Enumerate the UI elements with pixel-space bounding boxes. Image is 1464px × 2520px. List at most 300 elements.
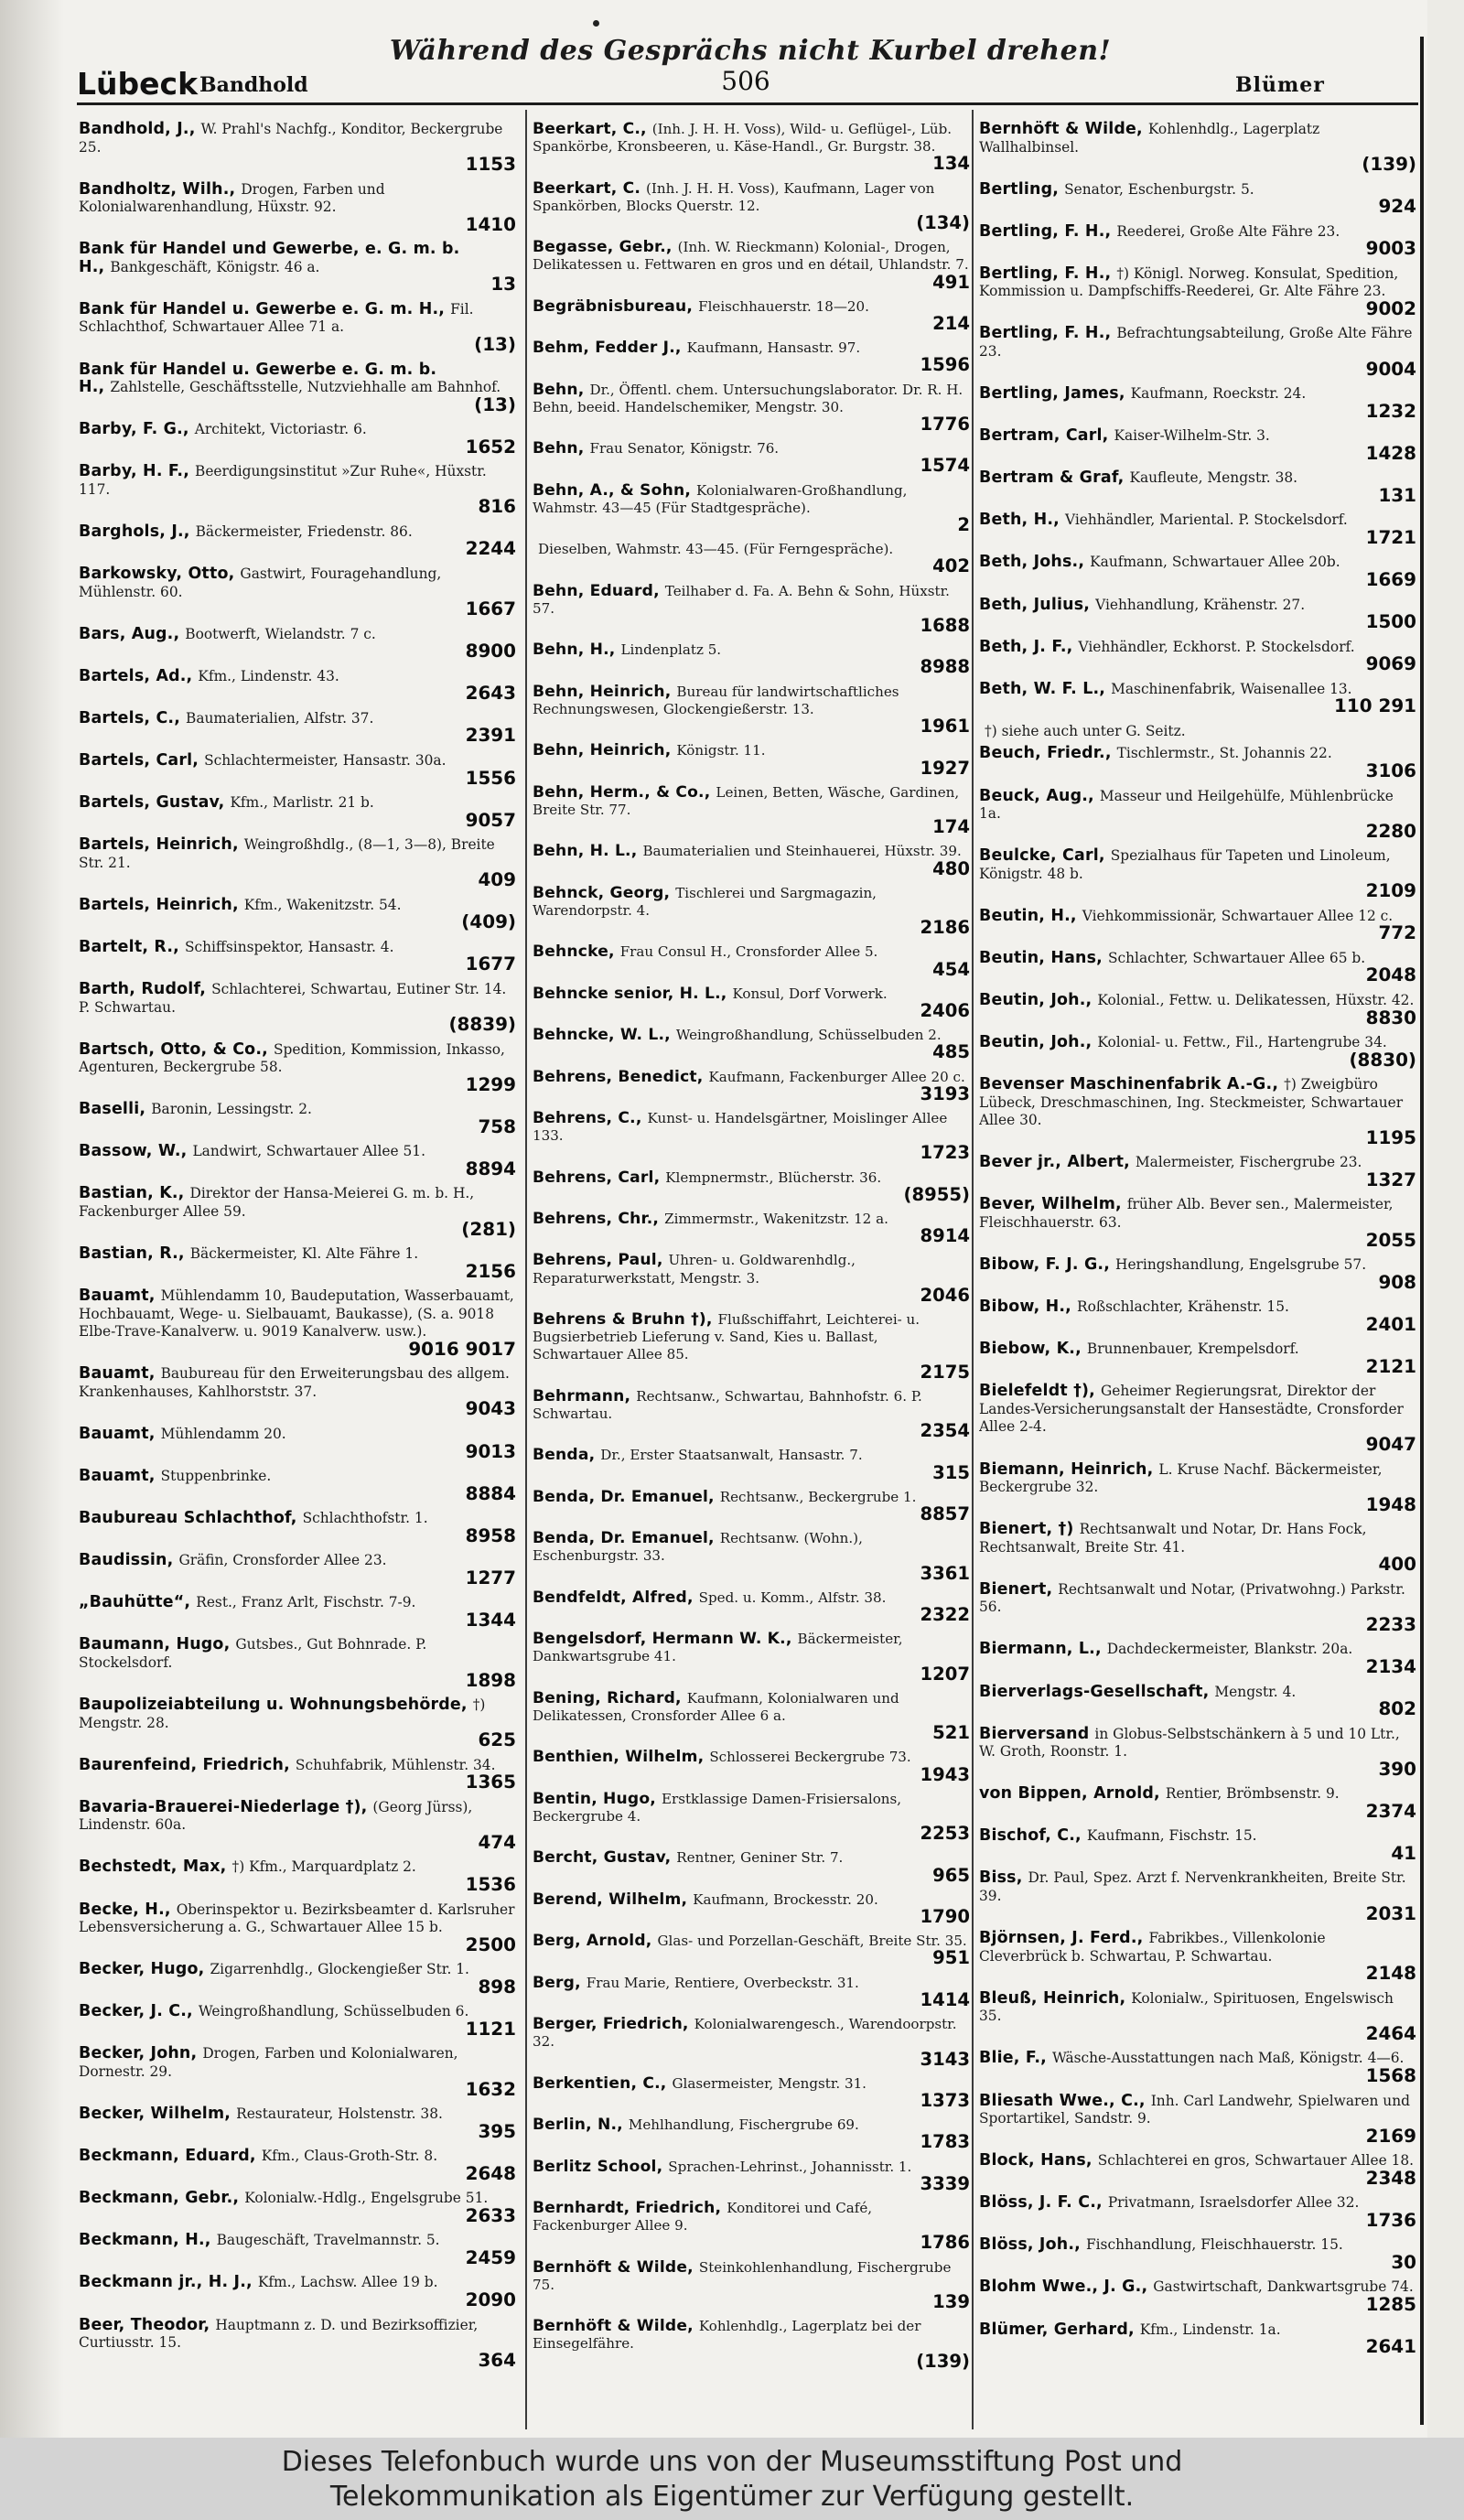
entry-name: Beerkart, C.	[533, 179, 641, 198]
phone-number: 41	[1391, 1842, 1416, 1864]
entry-details: Befrachtungsabteilung, Große Alte Fähre 23.	[979, 325, 1413, 361]
phone-number: (8955)	[903, 1183, 970, 1204]
phone-number: 1669	[1365, 569, 1416, 590]
entry-details: Dachdeckermeister, Blankstr. 20a.	[1106, 1641, 1353, 1658]
directory-entry	[979, 1581, 1418, 1635]
entry-name: Beerkart, C.,	[533, 121, 647, 138]
entry-details: Kolonialwarengesch., Warendoorpstr. 32.	[533, 2016, 957, 2051]
directory-entry	[979, 723, 1418, 739]
entry-details: Rechtsanwalt und Notar, (Privatwohng.) Parkstr. 56.	[979, 1580, 1405, 1616]
phone-number: 2046	[920, 1284, 970, 1305]
directory-entry	[979, 1990, 1418, 2044]
entry-name: Bernhardt, Friedrich,	[533, 2199, 722, 2217]
directory-entry	[79, 1799, 518, 1853]
entry-details: Viehhändler, Mariental. P. Stockelsdorf.	[1064, 512, 1348, 529]
phone-number: 521	[932, 1722, 970, 1743]
footer-line-1: Dieses Telefonbuch wurde uns von der Museumsstiftung Post und	[281, 2446, 1183, 2478]
phone-number: 454	[932, 958, 970, 979]
phone-number: 908	[1378, 1271, 1416, 1293]
phone-number: 1500	[1365, 611, 1416, 632]
entry-details: †) siehe auch unter G. Seitz.	[985, 722, 1186, 739]
entry-details: Schlachterei en gros, Schwartauer Allee 18.	[1097, 2152, 1415, 2170]
entry-name: Bevenser Maschinenfabrik A.-G.,	[979, 1076, 1279, 1094]
directory-entry	[79, 939, 518, 975]
directory-entry	[79, 2105, 518, 2141]
phone-number: 951	[932, 1947, 970, 1968]
entry-name: Bertram, Carl,	[979, 427, 1109, 446]
entry-details: Zigarrenhdlg., Glockengießer Str. 1.	[210, 1961, 469, 1978]
listing-column-3	[979, 121, 1418, 2436]
entry-details: Uhren- u. Goldwarenhdlg., Reparaturwerkstatt, Mengstr. 3.	[533, 1252, 856, 1287]
entry-details: †) Kfm., Marquardplatz 2.	[231, 1858, 416, 1876]
directory-entry	[533, 1110, 972, 1163]
phone-number: 2233	[1365, 1613, 1416, 1635]
directory-entry	[79, 1426, 518, 1461]
entry-details: Glasermeister, Mengstr. 31.	[672, 2074, 867, 2092]
phone-number: 2169	[1365, 2125, 1416, 2147]
phone-number: 2643	[465, 683, 516, 704]
directory-entry	[79, 2232, 518, 2267]
directory-entry	[979, 639, 1418, 674]
directory-entry	[533, 684, 972, 737]
entry-details: Reederei, Große Alte Fähre 23.	[1116, 222, 1340, 240]
entry-name: Beth, J. F.,	[979, 638, 1073, 656]
directory-entry	[79, 2148, 518, 2183]
entry-details: Rechtsanw., Beckergrube 1.	[719, 1488, 917, 1505]
entry-name: Becker, J. C.,	[79, 2003, 193, 2021]
phone-number: 2500	[465, 1933, 516, 1955]
entry-name: Bandhold, J.,	[79, 121, 196, 138]
phone-number: 8857	[920, 1503, 970, 1524]
entry-name: Bernhöft & Wilde,	[533, 2258, 694, 2277]
entry-name: Beulcke, Carl,	[979, 847, 1105, 866]
entry-details: Oberinspektor u. Bezirksbeamter d. Karlsruher Lebensversicherung a. G., Schwartauer Allee 15 b.	[79, 1901, 515, 1936]
entry-name: Behn, Heinrich,	[533, 683, 672, 701]
entry-details: Sprachen-Lehrinst., Johannisstr. 1.	[668, 2158, 912, 2175]
phone-number: 491	[932, 271, 970, 292]
entry-details: Bureau für landwirtschaftliches Rechnungswesen, Glockengießerstr. 13.	[533, 683, 899, 717]
entry-details: in Globus-Selbstschänkern à 5 und 10 Ltr., W. Groth, Roonstr. 1.	[979, 1725, 1400, 1761]
directory-entry	[79, 668, 518, 704]
entry-details: Baumaterialien, Alfstr. 37.	[186, 709, 374, 727]
entry-details: Stuppenbrinke.	[160, 1468, 272, 1485]
entry-name: Block, Hans,	[979, 2152, 1093, 2170]
phone-number: 2374	[1365, 1800, 1416, 1822]
entry-details: Schlachtermeister, Hansastr. 30a.	[204, 751, 447, 769]
entry-details: Fischhandlung, Fleischhauerstr. 15.	[1085, 2236, 1343, 2254]
entry-name: Bierverlags-Gesellschaft,	[979, 1683, 1210, 1701]
range-end-keyword: Blümer	[1235, 73, 1325, 97]
phone-number: 2186	[920, 917, 970, 938]
phone-number: 1121	[465, 2018, 516, 2040]
entry-details: Erstklassige Damen-Frisiersalons, Beckergrube 4.	[533, 1790, 902, 1825]
entry-name: Behn, H. L.,	[533, 843, 638, 861]
directory-entry	[533, 1252, 972, 1305]
entry-name: Bleuß, Heinrich,	[979, 1989, 1126, 2008]
entry-details: Beerdigungsinstitut »Zur Ruhe«, Hüxstr. 117.	[79, 463, 487, 498]
directory-entry	[79, 1287, 518, 1359]
entry-name: Behrens & Bruhn †),	[533, 1310, 713, 1329]
phone-number: 9013	[465, 1440, 516, 1462]
entry-name: Biermann, L.,	[979, 1641, 1102, 1659]
entry-details: Zimmermstr., Wakenitzstr. 12 a.	[664, 1210, 888, 1227]
entry-details: Fleischhauerstr. 18—20.	[698, 297, 869, 315]
range-start-keyword: Bandhold	[199, 73, 308, 97]
entry-name: Beutin, H.,	[979, 907, 1077, 925]
phone-number: 3106	[1365, 759, 1416, 781]
directory-entry	[533, 2200, 972, 2253]
entry-details: Gutsbes., Gut Bohnrade. P. Stockelsdorf.	[79, 1636, 427, 1672]
directory-entry	[533, 1530, 972, 1583]
phone-number: 1556	[465, 767, 516, 789]
entry-name: Behnck, Georg,	[533, 884, 671, 902]
entry-details: L. Kruse Nachf. Bäckermeister, Beckergrube 32.	[979, 1460, 1383, 1496]
directory-entry	[979, 121, 1418, 175]
entry-name: Bartsch, Otto, & Co.,	[79, 1040, 268, 1059]
entry-name: Bastian, K.,	[79, 1185, 185, 1203]
entry-name: Barby, H. F.,	[79, 463, 190, 481]
phone-number: 9004	[1365, 358, 1416, 380]
entry-details: Drogen, Farben und Kolonialwaren, Dornestr. 29.	[79, 2045, 458, 2080]
phone-number: (8830)	[1349, 1049, 1416, 1071]
directory-entry	[979, 325, 1418, 379]
directory-entry	[979, 265, 1418, 319]
directory-entry	[533, 1749, 972, 1783]
entry-details: Kfm., Lachsw. Allee 19 b.	[257, 2274, 438, 2291]
entry-name: Bartels, C.,	[79, 709, 181, 727]
entry-name: Bartels, Gustav,	[79, 794, 225, 813]
entry-name: Berg,	[533, 1974, 581, 1992]
entry-name: Beckmann jr., H. J.,	[79, 2274, 253, 2292]
entry-details: Königstr. 11.	[676, 742, 766, 759]
entry-details: Flußschiffahrt, Leichterei- u. Bugsierbetrieb Lieferung v. Sand, Kies u. Ballast, Schwartauer Allee 85.	[533, 1310, 920, 1363]
entry-details: Spedition, Kommission, Inkasso, Agenturen, Beckergrube 58.	[79, 1040, 505, 1076]
entry-name: Behrens, C.,	[533, 1109, 642, 1127]
directory-entry	[533, 1933, 972, 1967]
directory-entry	[533, 2016, 972, 2069]
phone-number: 400	[1378, 1554, 1416, 1575]
directory-entry	[979, 1684, 1418, 1719]
directory-entry	[979, 469, 1418, 505]
entry-details: Leinen, Betten, Wäsche, Gardinen, Breite Str. 77.	[533, 783, 960, 818]
directory-entry	[79, 2317, 518, 2371]
phone-number: 409	[478, 869, 516, 890]
entry-details: Bäckermeister, Friedenstr. 86.	[195, 522, 413, 540]
phone-number: (139)	[916, 2350, 970, 2371]
entry-details: Kolonialw., Spirituosen, Engelswisch 35.	[979, 1989, 1394, 2025]
entry-name: Bischof, C.,	[979, 1827, 1082, 1846]
archive-footer	[0, 2438, 1464, 2520]
entry-details: Bäckermeister, Kl. Alte Fähre 1.	[189, 1245, 419, 1263]
entry-details: Tischlerei und Sargmagazin, Warendorpstr. 4.	[533, 884, 877, 919]
entry-details: Maschinenfabrik, Waisenallee 13.	[1111, 680, 1352, 697]
entry-name: Beer, Theodor,	[79, 2316, 210, 2334]
phone-number: 1344	[465, 1609, 516, 1631]
phone-number: 1677	[465, 953, 516, 975]
entry-details: Rentner, Geniner Str. 7.	[676, 1849, 844, 1867]
entry-details: Kolonialw.-Hdlg., Engelsgrube 51.	[244, 2190, 489, 2207]
phone-number: 965	[932, 1864, 970, 1885]
directory-entry	[533, 541, 972, 576]
directory-entry	[533, 482, 972, 535]
directory-entry	[533, 1891, 972, 1926]
phone-number: 1327	[1365, 1168, 1416, 1190]
phone-number: 2055	[1365, 1229, 1416, 1251]
column-divider	[525, 110, 527, 2429]
entry-details: Kaufmann, Kolonialwaren und Delikatessen, Cronsforder Allee 6 a.	[533, 1689, 899, 1725]
entry-details: Rentier, Brömbsenstr. 9.	[1165, 1785, 1340, 1803]
entry-details: Senator, Eschenburgstr. 5.	[1064, 180, 1254, 198]
directory-entry	[79, 241, 518, 295]
phone-number: 8914	[920, 1225, 970, 1246]
entry-name: Bliesath Wwe., C.,	[979, 2092, 1146, 2110]
entry-details: Kaiser-Wilhelm-Str. 3.	[1114, 427, 1270, 445]
directory-entry	[533, 1489, 972, 1524]
phone-number: 2633	[465, 2204, 516, 2226]
directory-entry	[533, 1631, 972, 1684]
entry-details: Zahlstelle, Geschäftsstelle, Nutzviehhalle am Bahnhof.	[110, 379, 501, 396]
directory-entry	[533, 1211, 972, 1245]
phone-number: (13)	[474, 393, 516, 415]
entry-name: Behrens, Paul,	[533, 1252, 663, 1270]
directory-entry	[979, 1930, 1418, 1984]
entry-name: Becker, Hugo,	[79, 1961, 205, 1979]
entry-name: Biemann, Heinrich,	[979, 1460, 1154, 1479]
entry-details: Klempnermstr., Blücherstr. 36.	[665, 1168, 882, 1186]
entry-details: Konditorei und Café, Fackenburger Allee 9.	[533, 2199, 873, 2235]
directory-entry	[79, 523, 518, 559]
entry-details: Frau Consul H., Cronsforder Allee 5.	[619, 943, 878, 961]
directory-entry	[79, 2274, 518, 2310]
directory-entry	[979, 427, 1418, 463]
directory-entry	[79, 981, 518, 1035]
entry-name: Barth, Rudolf,	[79, 980, 207, 998]
directory-entry	[533, 583, 972, 636]
phone-number: 1723	[920, 1142, 970, 1163]
phone-number: 485	[932, 1041, 970, 1062]
entry-details: Schlachter, Schwartauer Allee 65 b.	[1107, 949, 1366, 966]
phone-number: 13	[490, 274, 516, 295]
entry-details: Kaufmann, Fackenburger Allee 20 c.	[708, 1068, 965, 1085]
entry-name: Bever, Wilhelm,	[979, 1196, 1122, 1214]
phone-number: 1961	[920, 716, 970, 737]
entry-details: Kaufmann, Brockesstr. 20.	[693, 1890, 878, 1908]
directory-entry	[533, 843, 972, 878]
directory-entry	[979, 1641, 1418, 1676]
entry-details: Mengstr. 4.	[1214, 1683, 1297, 1700]
entry-name: Berlitz School,	[533, 2158, 663, 2176]
page-number: 506	[721, 66, 770, 96]
entry-details: Kolonial., Fettw. u. Delikatessen, Hüxstr. 42.	[1097, 991, 1415, 1008]
phone-number: 1574	[920, 455, 970, 476]
entry-name: Bank für Handel u. Gewerbe e. G. m. H.,	[79, 300, 446, 318]
directory-entry	[79, 301, 518, 355]
phone-number: 2322	[920, 1604, 970, 1625]
directory-entry	[979, 908, 1418, 943]
directory-entry	[979, 181, 1418, 217]
phone-number: 2401	[1365, 1313, 1416, 1335]
entry-name: Bertling, F. H.,	[979, 264, 1112, 283]
directory-entry	[533, 943, 972, 978]
directory-entry	[979, 2093, 1418, 2147]
entry-name: Bentin, Hugo,	[533, 1790, 656, 1808]
entry-name: Bernhöft & Wilde,	[979, 121, 1143, 138]
entry-name: Bever jr., Albert,	[979, 1154, 1130, 1172]
entry-name: Barby, F. G.,	[79, 421, 189, 439]
phone-number: 364	[478, 2349, 516, 2371]
phone-number: 1414	[920, 1988, 970, 2010]
entry-details: Mehlhandlung, Fischergrube 69.	[628, 2116, 859, 2134]
directory-entry	[533, 440, 972, 475]
entry-name: Barkowsky, Otto,	[79, 565, 235, 584]
phone-number: 2280	[1365, 820, 1416, 842]
phone-number: 9043	[465, 1398, 516, 1419]
phone-number: 2090	[465, 2288, 516, 2310]
directory-entry	[79, 181, 518, 235]
footer-line-2: Telekommunikation als Eigentümer zur Verfügung gestellt.	[329, 2481, 1135, 2513]
directory-entry	[979, 1869, 1418, 1923]
directory-entry	[533, 1690, 972, 1743]
directory-entry	[79, 1636, 518, 1690]
entry-name: Bienert,	[979, 1580, 1053, 1599]
entry-details: Schlosserei Beckergrube 73.	[709, 1749, 911, 1766]
directory-entry	[979, 385, 1418, 421]
phone-number: 9016 9017	[408, 1338, 516, 1360]
directory-entry	[533, 1027, 972, 1061]
phone-number: 2156	[465, 1260, 516, 1282]
directory-entry	[79, 626, 518, 662]
directory-entry	[79, 1101, 518, 1136]
entry-details: Rechtsanw. (Wohn.), Eschenburgstr. 33.	[533, 1530, 863, 1565]
entry-details: Kolonial- u. Fettw., Fil., Hartengrube 34.	[1097, 1034, 1387, 1051]
entry-name: Behm, Fedder J.,	[533, 339, 682, 358]
entry-details: Schlachthofstr. 1.	[302, 1510, 428, 1527]
directory-entry	[979, 1521, 1418, 1575]
entry-name: Beth, H.,	[979, 512, 1060, 530]
phone-number: 1207	[920, 1663, 970, 1684]
entry-details: Direktor der Hansa-Meierei G. m. b. H., Fackenburger Allee 59.	[79, 1185, 475, 1220]
entry-details: †) Königl. Norweg. Konsulat, Spedition, Kommission u. Dampfschiffs-Reederei, Gr. Alte Fähre 23.	[979, 264, 1399, 300]
directory-entry	[979, 2194, 1418, 2230]
directory-entry	[979, 1785, 1418, 1821]
phone-number: 395	[478, 2120, 516, 2142]
directory-entry	[979, 1076, 1418, 1147]
print-dot	[593, 20, 599, 27]
phone-number: 315	[932, 1461, 970, 1482]
entry-name: Bielefeldt †),	[979, 1383, 1095, 1401]
entry-name: Baubureau Schlachthof,	[79, 1510, 297, 1528]
entry-details: Kunst- u. Handelsgärtner, Moislinger Allee 133.	[533, 1109, 948, 1145]
directory-entry	[533, 885, 972, 938]
phone-number: 1667	[465, 598, 516, 619]
entry-name: Behrens, Carl,	[533, 1168, 661, 1187]
entry-details: Glas- und Porzellan-Geschäft, Breite Str. 35.	[657, 1933, 967, 1950]
entry-name: Bassow, W.,	[79, 1143, 188, 1161]
directory-entry	[979, 1827, 1418, 1863]
entry-details: Teilhaber d. Fa. A. Behn & Sohn, Hüxstr. 57.	[533, 582, 950, 617]
phone-number: 1596	[920, 354, 970, 375]
directory-entry	[79, 1185, 518, 1239]
directory-entry	[79, 2190, 518, 2225]
entry-details: Baugeschäft, Travelmannstr. 5.	[216, 2232, 440, 2249]
entry-name: Blümer, Gerhard,	[979, 2321, 1135, 2339]
directory-entry	[533, 382, 972, 435]
directory-entry	[533, 1589, 972, 1624]
directory-entry	[979, 1154, 1418, 1190]
directory-entry	[979, 1298, 1418, 1334]
entry-name: Bavaria-Brauerei-Niederlage †),	[79, 1798, 368, 1816]
directory-entry	[79, 2045, 518, 2099]
entry-details: Baronin, Lessingstr. 2.	[151, 1101, 312, 1118]
column-divider	[972, 110, 974, 2429]
phone-number: 2464	[1365, 2022, 1416, 2044]
entry-details: (Inh. W. Rieckmann) Kolonial-, Drogen, Delikatessen u. Fettwaren en gros und en détail, Uhlandstr. 7.	[533, 239, 969, 274]
entry-details: (Inh. J. H. H. Voss), Kaufmann, Lager von Spankörben, Blocks Querstr. 12.	[533, 179, 935, 214]
entry-details: Sped. u. Komm., Alfstr. 38.	[698, 1588, 887, 1606]
entry-details: Privatmann, Israelsdorfer Allee 32.	[1107, 2194, 1360, 2212]
directory-entry	[79, 710, 518, 746]
entry-name: Baudissin,	[79, 1552, 174, 1570]
phone-number: 9047	[1365, 1434, 1416, 1455]
entry-name: Behn, H.,	[533, 641, 616, 660]
phone-number: 480	[932, 857, 970, 878]
directory-entry	[979, 2236, 1418, 2272]
entry-name: Bierversand	[979, 1725, 1090, 1743]
directory-entry	[79, 1757, 518, 1793]
directory-entry	[79, 897, 518, 932]
directory-entry	[979, 681, 1418, 716]
phone-number: (134)	[916, 212, 970, 233]
entry-name: Bauamt,	[79, 1426, 156, 1443]
phone-number: 3361	[920, 1562, 970, 1583]
entry-details: Roßschlachter, Krähenstr. 15.	[1077, 1298, 1289, 1316]
entry-name: Bauamt,	[79, 1287, 156, 1306]
directory-entry	[533, 1447, 972, 1481]
directory-entry	[533, 742, 972, 777]
page-motto: Während des Gesprächs nicht Kurbel drehen!	[389, 35, 1112, 67]
phone-number: 3193	[920, 1082, 970, 1104]
directory-entry	[979, 1383, 1418, 1454]
directory-entry	[979, 2321, 1418, 2357]
phone-number: 1285	[1365, 2293, 1416, 2315]
phone-number: 2134	[1365, 1656, 1416, 1677]
phone-number: 134	[932, 153, 970, 174]
entry-details: Steinkohlenhandlung, Fischergrube 75.	[533, 2258, 952, 2293]
phone-number: 1721	[1365, 526, 1416, 548]
entry-name: Behn, Eduard,	[533, 582, 660, 600]
phone-number: 1428	[1365, 442, 1416, 464]
directory-entry	[979, 2050, 1418, 2085]
entry-details: Schuhfabrik, Mühlenstr. 34.	[295, 1756, 496, 1773]
entry-name: Becke, H.,	[79, 1901, 171, 1919]
directory-entry	[79, 794, 518, 830]
phone-number: 924	[1378, 196, 1416, 217]
phone-number: 1410	[465, 213, 516, 235]
phone-number: 2391	[465, 725, 516, 746]
entry-name: Bars, Aug.,	[79, 625, 180, 643]
directory-entry	[533, 1169, 972, 1204]
phone-number: (409)	[461, 911, 516, 932]
entry-name: Beth, Johs.,	[979, 554, 1085, 572]
entry-name: Bertram & Graf,	[979, 469, 1125, 488]
phone-number: 1943	[920, 1763, 970, 1784]
entry-details: W. Prahl's Nachfg., Konditor, Beckergrube 25.	[79, 121, 503, 156]
entry-name: Behn,	[533, 381, 585, 399]
phone-number: 1652	[465, 436, 516, 458]
phone-number: 30	[1391, 2251, 1416, 2273]
directory-entry	[533, 2075, 972, 2110]
phone-number: 772	[1378, 922, 1416, 943]
